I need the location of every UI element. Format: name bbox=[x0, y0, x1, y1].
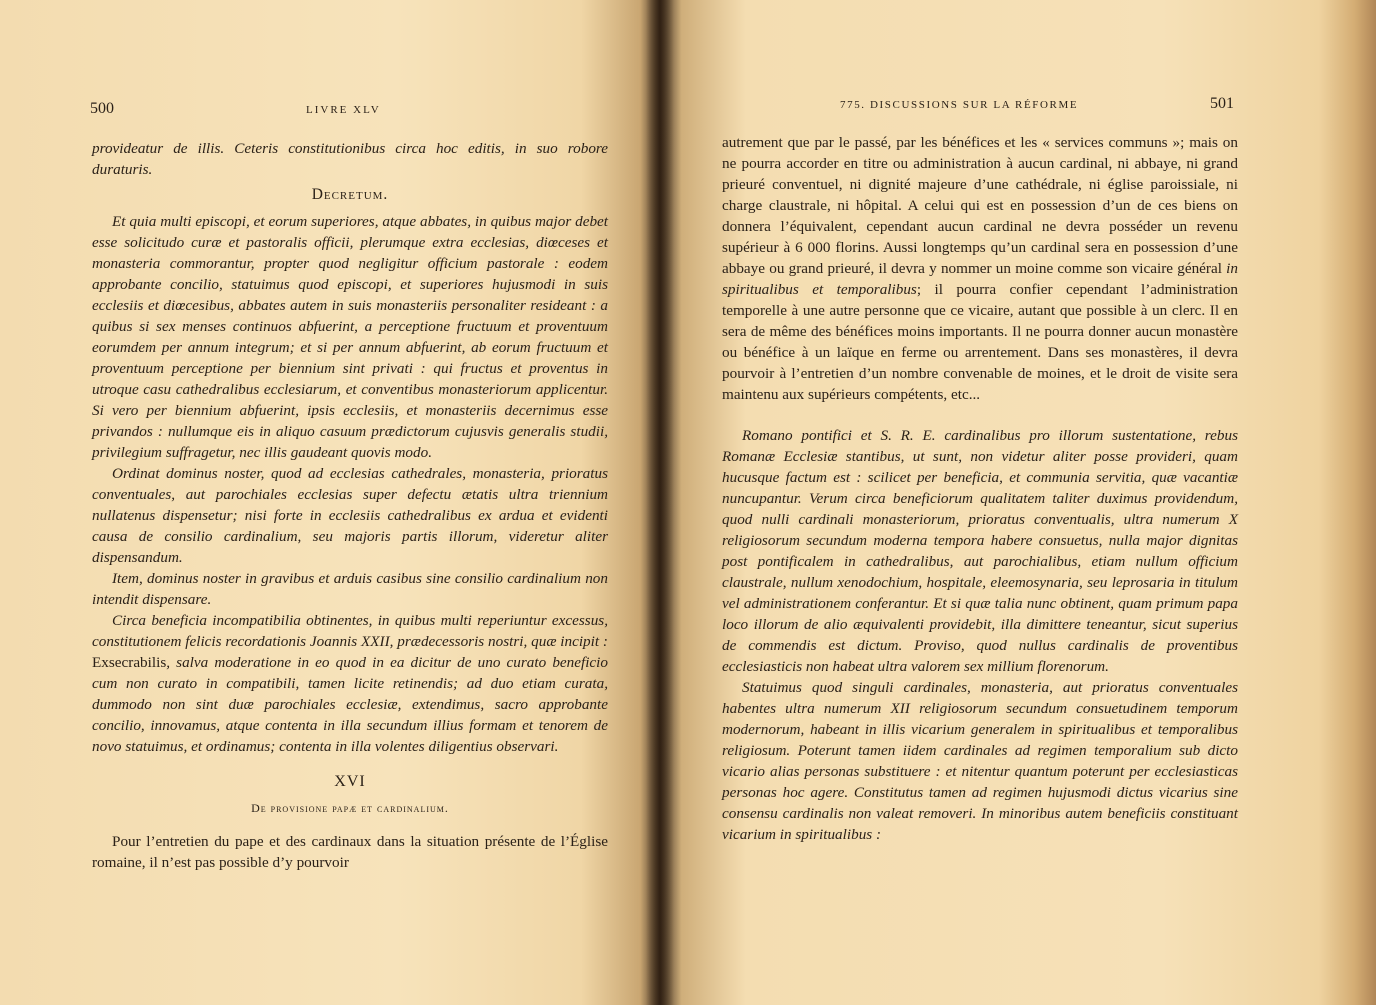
book-gutter bbox=[646, 0, 674, 1005]
spacer bbox=[722, 405, 1238, 425]
paragraph: Ordinat dominus noster, quod ad ecclesias cathedrales, monasteria, prioratus conventuales, aut parochiales ecclesias super defectu ætatis ultra triennium nullatenus dispensetur; nisi forte in ecclesiis cathedralibus ex ardua et evidenti causa de consilio cardinalium, seu majoris partis illorum, videretur aliter dispensandum. bbox=[92, 465, 608, 566]
left-page bbox=[0, 0, 660, 1005]
page-number: 501 bbox=[1210, 95, 1234, 112]
text-run-roman: Exsecrabilis bbox=[92, 654, 167, 671]
text-run: ; il pourra confier cependant l’administration temporelle à une autre personne que ce vicaire, autant que possible à un clerc. Il en sera de même des bénéfices moins importants. Il ne pourra donner aucun monastère ou bénéfice à un laïque en ferme ou arrentement. Dans ses monastères, il devra pourvoir à l’entretien d’un nombre convenable de moines, et le droit de visite sera maintenu aux supérieurs compétents, etc... bbox=[722, 281, 1239, 403]
text-run: , salva moderatione in eo quod in ea dicitur de uno curato beneficio cum non curato in compatibili, tamen licite retinendis; ad duo etiam curata, dummodo non sint duæ parochiales ecclesiæ, extendimus, sacro approbante concilio, innovamus, atque contenta in illa secundum illius formam et tenorem de novo statuimus, et ordinamus; contenta in illa volentes diligentius observari. bbox=[92, 654, 608, 755]
right-text-column bbox=[722, 132, 1238, 845]
decretum-title: Decretum. bbox=[311, 186, 389, 203]
paragraph: Et quia multi episcopi, et eorum superiores, atque abbates, in quibus major debet esse solicitudo curæ et pastoralis officii, plerumque extra ecclesias, diœceses et monasteria commorantur, propter quod negligitur officium pastorale : eodem approbante concilio, statuimus quod episcopi, et superiores hujusmodi in suis ecclesiis et diœcesibus, abbates autem in suis monasteriis personaliter resideant : a quibus si sex menses continuos abfuerint, a perceptione fructuum et proventuum eorumdem per annum integrum; et si per annum abfuerint, ab eorum fructuum et proventuum perceptione per biennium sint privati : qui fructus et proventus in utroque casu cathedralibus ecclesiarum, et conventibus monasteriorum applicentur. Si vero per biennium abfuerint, ipsis ecclesiis, et monasteriis decernimus esse privandos : nullumque eis in aliquo casuum prædictorum cujusvis generalis studii, privilegium suffragetur, nec illis gaudeant quovis modo. bbox=[92, 213, 608, 461]
right-page bbox=[660, 0, 1376, 1005]
text-run: Circa beneficia incompatibilia obtinentes, in quibus multi reperiuntur excessus, constitutionem felicis recordationis Joannis XXII, prædecessoris nostri, quæ incipit : bbox=[92, 612, 608, 650]
page-number: 500 bbox=[90, 100, 114, 117]
section-title: De provisione papæ et cardinalium. bbox=[251, 801, 449, 815]
paragraph bbox=[722, 132, 1238, 405]
running-head: LIVRE XLV bbox=[306, 104, 381, 116]
paragraph: Pour l’entretien du pape et des cardinaux dans la situation présente de l’Église romaine, il n’est pas possible d’y pourvoir bbox=[92, 833, 608, 871]
text-run: autrement que par le passé, par les bénéfices et les « services communs »; mais on ne pourra accorder en titre ou administration à aucun cardinal, ni abbaye, ni grand prieuré conventuel, ni dignité majeure d’une cathédrale, ni église paroissiale, ni charge claustrale, ni hôpital. A celui qui est en possession d’un de ces biens on donnera l’équivalent, cependant aucun cardinal ne devra posséder un revenu supérieur à 6 000 florins. Aussi longtemps qu’un cardinal sera en possession d’une abbaye ou grand prieuré, il devra y nommer un moine comme son vicaire général bbox=[722, 134, 1238, 277]
opening-paragraph: provideatur de illis. Ceteris constitutionibus circa hoc editis, in suo robore duraturis. bbox=[92, 140, 608, 178]
paragraph: Romano pontifici et S. R. E. cardinalibus pro illorum sustentatione, rebus Romanæ Ecclesiæ stantibus, ut sunt, non videtur aliter posse provideri, quam hucusque factum est : scilicet per beneficia, et communia servitia, quæ vacantiæ nuncupantur. Verum circa beneficiorum qualitatem taliter duximus providendum, quod nulli cardinali monasteriorum, prioratus conventualis, ultra numerum X religiosorum secundum moderna tempora habere consuetus, nulla major dignitas post pontificalem in cathedralibus, aut parochialibus, etiam nullum officium claustrale, nullum xenodochium, hospitale, eleemosynaria, seu leprosaria in titulum vel administrationem conferantur. Et si quæ talia nunc obtinent, quam primum papa loco illorum de alio æquivalenti providebit, illa dimittere teneantur, sicut superius de commendis est dictum. Proviso, quod nullus cardinalis de proventibus ecclesiasticis non habeat ultra valorem sex millium florenorum. bbox=[722, 427, 1238, 675]
paragraph bbox=[92, 610, 608, 757]
running-head: 775. DISCUSSIONS SUR LA RÉFORME bbox=[840, 99, 1079, 111]
paragraph: Item, dominus noster in gravibus et arduis casibus sine consilio cardinalium non intendit dispensare. bbox=[92, 570, 608, 608]
left-text-column bbox=[92, 138, 608, 873]
text-run-italic: in spiritualibus et temporalibus bbox=[722, 260, 1238, 298]
paragraph: Statuimus quod singuli cardinales, monasteria, aut prioratus conventuales habentes ultra numerum XII religiosorum secundum consuetudinem temporum modernorum, habeant in illis vicarium generalem in spiritualibus et temporalibus religiosum. Poterunt tamen iidem cardinales ad regimen temporalium sub dicto vicario alias personas substituere : et nitentur quantum poterunt per ecclesiasticas personas hoc agere. Constitutus tamen ad regimen hujusmodi dictus vicarius sine consensu cardinalis non valeat removeri. In minoribus autem beneficiis constituant vicarium in spiritualibus : bbox=[722, 679, 1238, 843]
section-number: XVI bbox=[334, 773, 366, 790]
